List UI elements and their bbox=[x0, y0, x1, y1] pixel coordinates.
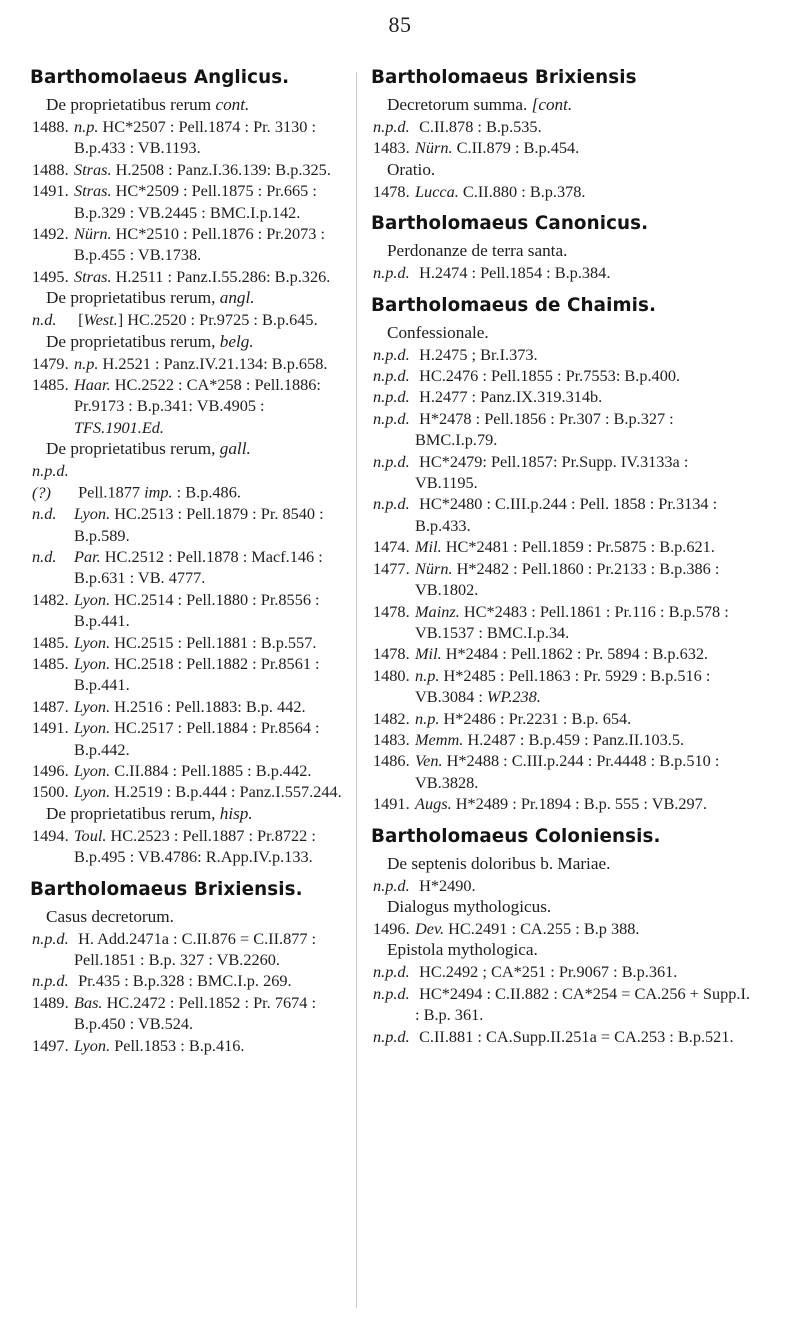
entry-place: Lyon. bbox=[74, 760, 111, 780]
entry-year: n.p.d. bbox=[373, 451, 410, 471]
work-title-text: Perdonanze de terra santa. bbox=[387, 241, 568, 261]
work-title-qualifier: [cont. bbox=[531, 95, 573, 114]
entry-references: HC.2491 : CA.255 : B.p 388. bbox=[444, 918, 640, 938]
work-title-qualifier: hisp. bbox=[219, 803, 253, 823]
author-heading: Barthomolaeus Anglicus. bbox=[30, 67, 290, 88]
work-title bbox=[46, 287, 358, 309]
work-title bbox=[387, 322, 753, 344]
entry-year: n.p.d. bbox=[373, 366, 410, 386]
work-title bbox=[387, 939, 753, 961]
entry-references: C.II.881 : CA.Supp.II.251a = CA.253 : B.p.521. bbox=[415, 1026, 734, 1046]
entry-year: n.p.d. bbox=[32, 971, 69, 991]
entry-year: 1491. bbox=[32, 181, 69, 201]
edition-entry bbox=[32, 696, 358, 717]
entry-place: n.p. bbox=[415, 665, 440, 685]
author-heading: Bartholomaeus de Chaimis. bbox=[371, 294, 656, 316]
edition-entry bbox=[32, 928, 358, 971]
entry-year: n.p.d. bbox=[373, 263, 410, 283]
entry-year: n.p.d. bbox=[373, 408, 410, 428]
entry-year: 1489. bbox=[32, 992, 69, 1012]
entry-place: Nürn. bbox=[415, 558, 453, 578]
edition-entry bbox=[32, 717, 358, 760]
entry-place: n.p. bbox=[415, 708, 440, 728]
entry-references: HC.2512 : Pell.1878 : Macf.146 : B.p.631 : VB. 4777. bbox=[74, 546, 323, 588]
work-title-text: Oratio. bbox=[387, 159, 436, 179]
entry-references: H*2488 : C.III.p.244 : Pr.4448 : B.p.510 : VB.3828. bbox=[415, 751, 720, 792]
edition-entry bbox=[373, 1026, 753, 1047]
entry-year: n.d. bbox=[32, 504, 57, 524]
entry-year: 1485. bbox=[32, 653, 69, 673]
author-heading: Bartholomaeus Canonicus. bbox=[371, 213, 649, 235]
edition-entry bbox=[32, 825, 358, 868]
edition-entry bbox=[32, 589, 358, 632]
entry-year: 1477. bbox=[373, 558, 410, 578]
edition-entry bbox=[373, 643, 753, 664]
entry-year: 1485. bbox=[32, 375, 69, 395]
entry-references: HC.2522 : CA*258 : Pell.1886: Pr.9173 : B.p.341: VB.4905 : bbox=[74, 375, 321, 416]
entry-year: n.p.d. bbox=[373, 875, 410, 895]
work-title bbox=[387, 94, 753, 116]
work-title bbox=[46, 803, 358, 825]
entry-reference-italic: imp. bbox=[144, 482, 173, 502]
entry-year: 1483. bbox=[373, 138, 410, 158]
edition-entry bbox=[32, 460, 358, 503]
entry-references-tail: : B.p.486. bbox=[172, 482, 241, 502]
entry-place: Lyon. bbox=[74, 696, 111, 716]
entry-place: Lyon. bbox=[74, 782, 111, 802]
entry-reference-italic: West. bbox=[83, 310, 118, 330]
edition-entry bbox=[373, 262, 753, 283]
entry-place: Augs. bbox=[415, 794, 452, 814]
entry-place: Bas. bbox=[74, 992, 103, 1012]
edition-entry bbox=[373, 137, 753, 158]
edition-entry bbox=[373, 493, 753, 536]
entry-references: HC*2481 : Pell.1859 : Pr.5875 : B.p.621. bbox=[441, 537, 715, 557]
work-title-text: De proprietatibus rerum, bbox=[46, 803, 220, 823]
entry-year: n.p.d. bbox=[373, 344, 410, 364]
entry-year: 1478. bbox=[373, 181, 410, 201]
edition-entry bbox=[373, 708, 753, 729]
entry-references: H. Add.2471a : C.II.876 = C.II.877 : Pell.1851 : B.p. 327 : VB.2260. bbox=[74, 928, 317, 969]
entry-year: 1488. bbox=[32, 117, 69, 136]
entry-year: 1491. bbox=[32, 718, 69, 738]
work-title-qualifier: belg. bbox=[219, 331, 254, 351]
entry-references: H.2511 : Panz.I.55.286: B.p.326. bbox=[111, 266, 331, 286]
entry-place: Lyon. bbox=[74, 653, 111, 673]
work-title-text: Epistola mythologica. bbox=[387, 940, 538, 960]
work-title bbox=[46, 906, 358, 928]
entry-references: HC*2507 : Pell.1874 : Pr. 3130 : B.p.433 : VB.1193. bbox=[74, 117, 316, 158]
edition-entry bbox=[373, 918, 753, 939]
entry-year: n.p.d. bbox=[373, 962, 410, 982]
entry-year: 1486. bbox=[373, 751, 410, 771]
entry-references: C.II.884 : Pell.1885 : B.p.442. bbox=[110, 760, 312, 780]
entry-references: Pr.435 : B.p.328 : BMC.I.p. 269. bbox=[74, 971, 292, 991]
entry-place: n.p. bbox=[74, 117, 99, 136]
entry-references: H*2486 : Pr.2231 : B.p. 654. bbox=[439, 708, 632, 728]
edition-entry bbox=[373, 386, 753, 407]
entry-references: H*2478 : Pell.1856 : Pr.307 : B.p.327 : BMC.I.p.79. bbox=[415, 408, 674, 450]
entry-references: C.II.880 : B.p.378. bbox=[458, 181, 586, 201]
entry-reference-italic: WP.238. bbox=[486, 687, 541, 707]
work-title-text: De proprietatibus rerum, bbox=[46, 439, 220, 459]
entry-references: H.2477 : Panz.IX.319.314b. bbox=[415, 387, 603, 407]
edition-entry bbox=[373, 344, 753, 365]
edition-entry bbox=[373, 983, 753, 1026]
entry-reference-italic: TFS.1901.Ed. bbox=[74, 417, 165, 437]
entry-references: Pell.1877 bbox=[74, 482, 145, 502]
entry-place: Haar. bbox=[74, 375, 111, 395]
entry-references: HC.2518 : Pell.1882 : Pr.8561 : B.p.441. bbox=[74, 653, 320, 695]
edition-entry bbox=[373, 536, 753, 557]
entry-place: Lyon. bbox=[74, 589, 111, 609]
edition-entry bbox=[373, 961, 753, 982]
entry-year: n.p.d. bbox=[373, 117, 410, 136]
entry-references: C.II.879 : B.p.454. bbox=[452, 138, 580, 158]
entry-year: 1480. bbox=[373, 665, 410, 685]
edition-entry bbox=[373, 181, 753, 202]
entry-year: 1474. bbox=[373, 537, 410, 557]
author-heading: Bartholomaeus Brixiensis bbox=[371, 67, 637, 88]
entry-references: HC.2472 : Pell.1852 : Pr. 7674 : B.p.450 : VB.524. bbox=[74, 992, 316, 1034]
entry-references: H.2474 : Pell.1854 : B.p.384. bbox=[415, 263, 611, 283]
entry-year: n.p.d. bbox=[373, 1026, 410, 1046]
entry-place: Toul. bbox=[74, 825, 107, 845]
entry-references: H*2485 : Pell.1863 : Pr. 5929 : B.p.516 : VB.3084 : bbox=[415, 665, 711, 707]
work-title-text: De proprietatibus rerum, bbox=[46, 331, 220, 351]
edition-entry bbox=[32, 309, 358, 330]
entry-year: 1497. bbox=[32, 1035, 69, 1055]
entry-year: n.p.d. bbox=[32, 928, 69, 948]
entry-references: HC.2476 : Pell.1855 : Pr.7553: B.p.400. bbox=[415, 366, 681, 386]
entry-year: 1496. bbox=[32, 760, 69, 780]
column-divider bbox=[356, 72, 357, 1308]
work-title-text: De proprietatibus rerum, bbox=[46, 288, 220, 308]
entry-references: HC*2479: Pell.1857: Pr.Supp. IV.3133a : VB.1195. bbox=[415, 451, 689, 493]
entry-references: HC.2523 : Pell.1887 : Pr.8722 : B.p.495 : VB.4786: R.App.IV.p.133. bbox=[74, 825, 316, 867]
entry-year: 1496. bbox=[373, 918, 410, 938]
work-title-text: De proprietatibus rerum bbox=[46, 95, 216, 114]
entry-place: Mil. bbox=[415, 537, 442, 557]
entry-year: n.p.d. bbox=[373, 494, 410, 514]
edition-entry bbox=[32, 116, 358, 159]
entry-references: HC.2517 : Pell.1884 : Pr.8564 : B.p.442. bbox=[74, 718, 320, 759]
work-title-text: De septenis doloribus b. Mariae. bbox=[387, 853, 611, 873]
entry-references: HC.2492 ; CA*251 : Pr.9067 : B.p.361. bbox=[415, 962, 678, 982]
edition-entry bbox=[373, 793, 753, 814]
work-title-text: Casus decretorum. bbox=[46, 906, 174, 926]
edition-entry bbox=[32, 992, 358, 1035]
edition-entry bbox=[32, 1035, 358, 1056]
entry-year: 1479. bbox=[32, 353, 69, 373]
entry-place: Lyon. bbox=[74, 504, 111, 524]
work-title bbox=[46, 331, 358, 353]
edition-entry bbox=[32, 266, 358, 287]
work-title bbox=[387, 240, 753, 262]
entry-year: 1487. bbox=[32, 696, 69, 716]
entry-place: Lyon. bbox=[74, 1035, 111, 1055]
work-title-qualifier: angl. bbox=[219, 288, 255, 308]
work-title-qualifier: cont. bbox=[215, 95, 250, 114]
work-title-text: Dialogus mythologicus. bbox=[387, 896, 552, 916]
entry-place: Memm. bbox=[415, 729, 464, 749]
edition-entry bbox=[373, 116, 753, 137]
edition-entry bbox=[373, 665, 753, 708]
edition-entry bbox=[32, 503, 358, 546]
entry-year: 1478. bbox=[373, 644, 410, 664]
edition-entry bbox=[373, 558, 753, 601]
entry-references: H*2482 : Pell.1860 : Pr.2133 : B.p.386 : VB.1802. bbox=[415, 558, 720, 600]
author-heading: Bartholomaeus Brixiensis. bbox=[30, 878, 303, 900]
edition-entry bbox=[32, 970, 358, 991]
entry-year: n.p.d.(?) bbox=[32, 461, 69, 502]
work-title-text: Confessionale. bbox=[387, 322, 489, 342]
entry-place: Dev. bbox=[415, 918, 445, 938]
entry-year: 1495. bbox=[32, 266, 69, 286]
entry-references: HC*2510 : Pell.1876 : Pr.2073 : B.p.455 : VB.1738. bbox=[74, 224, 326, 265]
entry-place: Nürn. bbox=[415, 138, 453, 158]
entry-place: Ven. bbox=[415, 751, 443, 771]
entry-year: 1483. bbox=[373, 729, 410, 749]
entry-year: 1494. bbox=[32, 825, 69, 845]
entry-references: HC*2483 : Pell.1861 : Pr.116 : B.p.578 : VB.1537 : BMC.I.p.34. bbox=[415, 601, 729, 642]
edition-entry bbox=[32, 632, 358, 653]
entry-year: n.p.d. bbox=[373, 983, 410, 1003]
edition-entry bbox=[32, 180, 358, 223]
left-column bbox=[32, 60, 358, 1056]
entry-place: Mil. bbox=[415, 644, 442, 664]
edition-entry bbox=[32, 159, 358, 180]
entry-references: [ bbox=[74, 310, 84, 330]
entry-references: H.2487 : B.p.459 : Panz.II.103.5. bbox=[463, 729, 685, 749]
edition-entry bbox=[32, 781, 358, 802]
work-title-qualifier: gall. bbox=[219, 439, 251, 459]
edition-entry bbox=[373, 750, 753, 793]
entry-year: 1482. bbox=[32, 589, 69, 609]
edition-entry bbox=[373, 408, 753, 451]
work-title bbox=[387, 896, 753, 918]
entry-place: Lyon. bbox=[74, 632, 111, 652]
entry-place: Par. bbox=[74, 546, 101, 566]
entry-year: n.d. bbox=[32, 310, 57, 330]
entry-year: 1485. bbox=[32, 632, 69, 652]
entry-references: H.2519 : B.p.444 : Panz.I.557.244. bbox=[110, 782, 342, 802]
entry-place: Stras. bbox=[74, 159, 112, 179]
entry-references: HC*2509 : Pell.1875 : Pr.665 : B.p.329 : VB.2445 : BMC.I.p.142. bbox=[74, 181, 317, 222]
edition-entry bbox=[32, 374, 358, 438]
work-title bbox=[387, 853, 753, 875]
edition-entry bbox=[32, 760, 358, 781]
entry-year: 1478. bbox=[373, 601, 410, 621]
edition-entry bbox=[373, 729, 753, 750]
edition-entry bbox=[373, 875, 753, 896]
entry-references: HC.2513 : Pell.1879 : Pr. 8540 : B.p.589. bbox=[74, 504, 324, 545]
entry-references: C.II.878 : B.p.535. bbox=[415, 117, 542, 136]
entry-references-tail: ] HC.2520 : Pr.9725 : B.p.645. bbox=[117, 310, 318, 330]
edition-entry bbox=[373, 365, 753, 386]
entry-place: Stras. bbox=[74, 266, 112, 286]
work-title bbox=[46, 438, 358, 460]
entry-references: HC*2480 : C.III.p.244 : Pell. 1858 : Pr.3134 : B.p.433. bbox=[415, 494, 718, 535]
entry-references: H*2484 : Pell.1862 : Pr. 5894 : B.p.632. bbox=[441, 644, 709, 664]
entry-references: H.2475 ; Br.I.373. bbox=[415, 344, 538, 364]
entry-year: n.p.d. bbox=[373, 387, 410, 407]
entry-place: Stras. bbox=[74, 181, 112, 201]
entry-references: HC*2494 : C.II.882 : CA*254 = CA.256 + Supp.I. : B.p. 361. bbox=[415, 983, 750, 1025]
author-heading: Bartholomaeus Coloniensis. bbox=[371, 825, 661, 847]
edition-entry bbox=[373, 451, 753, 494]
work-title bbox=[387, 159, 753, 181]
edition-entry bbox=[32, 653, 358, 696]
entry-year: 1488. bbox=[32, 159, 69, 179]
edition-entry bbox=[373, 601, 753, 644]
entry-year: 1491. bbox=[373, 794, 410, 814]
work-title bbox=[46, 94, 358, 116]
work-title-text: Decretorum summa. bbox=[387, 95, 532, 114]
page-number: 85 bbox=[388, 12, 412, 37]
edition-entry bbox=[32, 353, 358, 374]
edition-entry bbox=[32, 546, 358, 589]
entry-place: Nürn. bbox=[74, 224, 112, 244]
entry-references: H*2490. bbox=[415, 875, 476, 895]
entry-year: 1500. bbox=[32, 782, 69, 802]
entry-year: 1482. bbox=[373, 708, 410, 728]
entry-references: Pell.1853 : B.p.416. bbox=[110, 1035, 245, 1055]
entry-references: H*2489 : Pr.1894 : B.p. 555 : VB.297. bbox=[451, 794, 707, 814]
entry-place: n.p. bbox=[74, 353, 99, 373]
edition-entry bbox=[32, 223, 358, 266]
entry-references: H.2521 : Panz.IV.21.134: B.p.658. bbox=[98, 353, 328, 373]
entry-references: H.2508 : Panz.I.36.139: B.p.325. bbox=[111, 159, 331, 179]
entry-references: HC.2514 : Pell.1880 : Pr.8556 : B.p.441. bbox=[74, 589, 320, 631]
entry-place: Lyon. bbox=[74, 718, 111, 738]
right-column bbox=[373, 60, 753, 1047]
entry-place: Mainz. bbox=[415, 601, 460, 621]
entry-place: Lucca. bbox=[415, 181, 459, 201]
entry-year: n.d. bbox=[32, 546, 57, 566]
entry-references: H.2516 : Pell.1883: B.p. 442. bbox=[110, 696, 306, 716]
entry-references: HC.2515 : Pell.1881 : B.p.557. bbox=[110, 632, 317, 652]
entry-year: 1492. bbox=[32, 224, 69, 244]
